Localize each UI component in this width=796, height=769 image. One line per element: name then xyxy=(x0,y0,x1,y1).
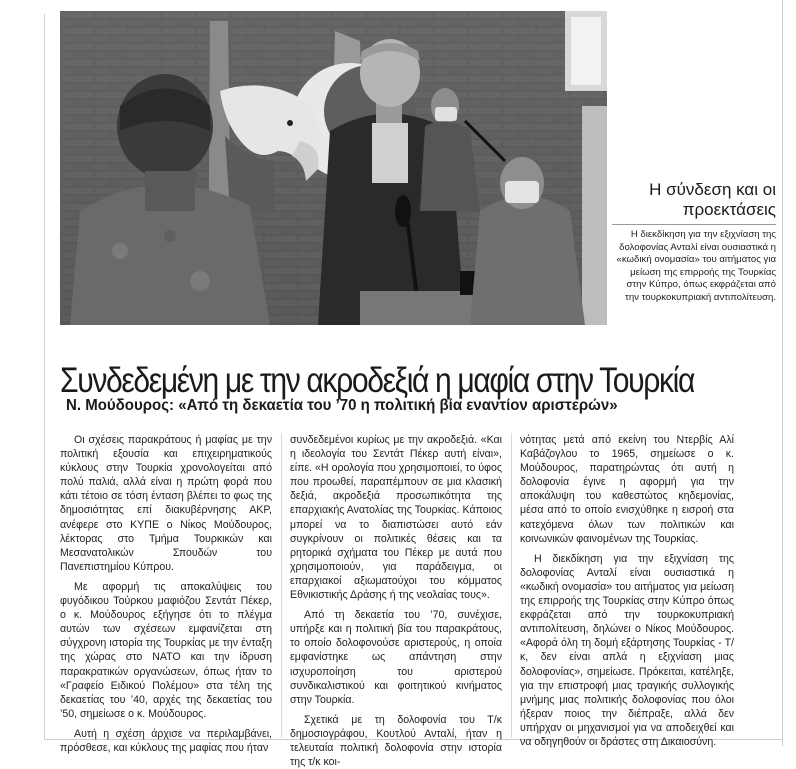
paragraph: συνδεδεμένοι κυρίως με την ακροδεξιά. «Και η ιδεολογία του Σεντάτ Πέκερ αυτή είναι», είπε. «Η ορολογία που χρησιμοποιεί, το ύφος που προωθεί, παραπέμπουν σε μια κλασική δεξιά, ακροδεξιά προσωπικότητα της επαρχιακής Ανατολίας της Τουρκίας. Κάποιος μπορεί να το διαπιστώσει αυτό εάν συγκρίνουν οι πολιτικές θέσεις και τα ρητορικά σχήματα του Πέκερ με αυτά που χρησιμοποιούν, για παράδειγμα, οι επαρχιακοί αξιωματούχοι του κόμματος Εθνικιστικής Δράσης ή της νεολαίας τους». xyxy=(290,434,502,602)
headline: Συνδεδεμένη με την ακροδεξιά η μαφία στην Τουρκία xyxy=(60,361,694,401)
sidebar-rule xyxy=(612,224,776,225)
paragraph: Η διεκδίκηση για την εξιχνίαση της δολοφονίας Ανταλί είναι ουσιαστικά η «κωδική ονομασία» του αιτήματος για μείωση της επιρροής της Τουρκίας στην Κύπρο όπως εκφράζεται από την τουρκοκυπριακή αντιπολίτευση, δηλώνει ο Νίκος Μούδουρος. «Αφορά όλη τη δομή εξάρτησης Τουρκίας - Τ/κ, δεν είναι απλά η εξιχνίαση μιας δολοφονίας», σημείωσε. Πρόκειται, κατέληξε, για την επιστροφή μιας τραγικής συλλογικής μνήμης μιας πολιτικής δολοφονίας που όλοι ήξεραν ποιος την διέπραξε, αλλά δεν υπήρχαν οι μηχανισμοί για να αποδειχθεί και να οδηγηθούν οι δράστες στη Δικαιοσύνη. xyxy=(520,552,734,748)
paragraph: Με αφορμή τις αποκαλύψεις του φυγόδικου Τούρκου μαφιόζου Σεντάτ Πέκερ, ο κ. Μούδουρος εξήγησε ότι το πλέγμα αυτών των σχέσεων εμφανίζεται στη σύγχρονη ιστορία της Τουρκίας με την ένταξη της χώρας στο ΝΑΤΟ και την ίδρυση παρακρατικών οργανώσεων, όπως ήταν το «Γραφείο Ειδικού Πολέμου» στα τέλη της δεκαετίας του ’40, αρχές της δεκαετίας του ’50, σημείωσε ο κ. Μούδουρος. xyxy=(60,580,272,720)
article-column-1 xyxy=(60,433,272,755)
article-column-2 xyxy=(290,433,502,769)
sidebar-title: Η σύνδεση και οι προεκτάσεις xyxy=(649,180,776,219)
right-margin-rule xyxy=(782,0,783,746)
paragraph: νότητας μετά από εκείνη του Ντερβίς Αλί Καβάζογλου το 1965, σημείωσε ο κ. Μούδουρος, παρατηρώντας ότι αυτή η δολοφονία έγινε η αφορμή για την αποκάλυψη του καθεστώτος κηδεμονίας, μέσα από το οποίο ενισχύθηκε η εισροή στα κατεχόμενα όλων των πολιτικών και κοινωνικών φαινομένων της Τουρκίας. xyxy=(520,434,734,545)
paragraph: Οι σχέσεις παρακράτους ή μαφίας με την πολιτική εξουσία και επιχειρηματικούς κύκλους στην Τουρκία χρονολογείται από πολύ παλιά, αλλά είναι η πρώτη φορά που κάτι τέτοιο σε τόση ένταση βλέπει το φως της δημοσιότητας επί διακυβέρνησης ΑΚΡ, ανέφερε στο ΚΥΠΕ ο Νίκος Μούδουρος, λέκτορας στο Τμήμα Τουρκικών και Μεσανατολικών Σπουδών του Πανεπιστημίου Κύπρου. xyxy=(60,434,272,573)
left-margin-rule xyxy=(44,14,45,740)
paragraph: Σχετικά με τη δολοφονία του Τ/κ δημοσιογράφου, Κουτλού Ανταλί, ήταν η τελευταία πολιτική δολοφονία στην ιστορία της τ/κ κοι- xyxy=(290,713,502,769)
subheadline: Ν. Μούδουρος: «Από τη δεκαετία του ’70 η πολιτική βία εναντίον αριστερών» xyxy=(66,397,618,414)
column-separator xyxy=(281,433,282,738)
paragraph: Από τη δεκαετία του ’70, συνέχισε, υπήρξε και η πολιτική βία του παρακράτους, το οποίο δολοφονούσε αριστερούς, η οποία εμφανίστηκε ως απάντηση στην ισχυροποίηση του αριστερού συνδικαλιστικού και φοιτητικού κινήματος στην Τουρκία. xyxy=(290,609,502,706)
column-separator xyxy=(511,433,512,738)
paragraph: Αυτή η σχέση άρχισε να περιλαμβάνει, πρόσθεσε, και κύκλους της μαφίας που ήταν xyxy=(60,727,272,754)
sidebar-text: Η διεκδίκηση για την εξιχνίαση της δολοφονίας Ανταλί είναι ουσιαστικά η «κωδική ονομασία» του αιτήματος για μείωση της επιρροής της Τουρκίας στην Κύπρο, όπως εκφράζεται από την τουρκοκυπριακή αντιπολίτευση. xyxy=(616,229,776,303)
article-photo xyxy=(60,11,607,325)
article-column-3 xyxy=(520,433,734,749)
